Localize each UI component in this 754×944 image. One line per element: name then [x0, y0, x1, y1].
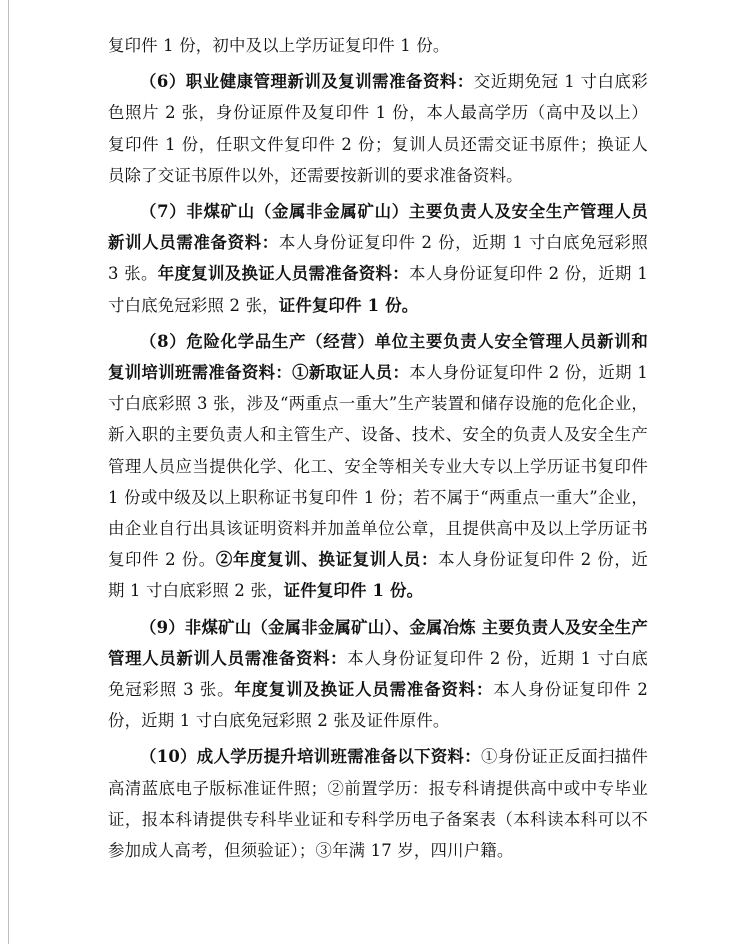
item-9-heading: （9）非煤矿山（金属非金属矿山）、金属冶炼 主要负责人及安全生产管理人员新训人员需准备资料： [108, 617, 648, 668]
item-8-heading: （8）危险化学品生产（经营）单位主要负责人安全管理人员新训和复训培训班需准备资料：①新取证人员： [108, 331, 648, 383]
text-run: 本人身份证复印件 2 份，近期 1 寸白底免冠彩照 2 张及证件原件。 [108, 680, 649, 731]
item-6-heading: （6）职业健康管理新训及复训需准备资料： [140, 72, 474, 92]
document-body [108, 30, 648, 866]
paragraph-item-9 [108, 612, 648, 737]
text-run: 本人身份证复印件 2 份，近期 1 寸白底免冠彩照 2 张， [108, 264, 648, 315]
item-10-heading: （10）成人学历提升培训班需准备以下资料： [140, 747, 481, 767]
text-run: ①身份证正反面扫描件高清蓝底电子版标准证件照；②前置学历：报专科请提供高中或中专毕业证，报本科请提供专科毕业证和专科学历电子备案表（本科读本科可以不参加成人高考，但须验证）；③年满 17 岁，四川户籍。 [108, 747, 648, 861]
paragraph-item-10 [108, 741, 648, 866]
bold-run: ②年度复训、换证复训人员： [215, 550, 439, 570]
text-run: 本人身份证复印件 2 份，近期 1 寸白底免冠彩照 3 张。 [108, 648, 648, 700]
text-run: 交近期免冠 1 寸白底彩色照片 2 张，身份证原件及复印件 1 份，本人最高学历（高中及以上）复印件 1 份，任职文件复印件 2 份；复训人员还需交证书原件；换证人员除了交证书原件以外，还需要按新训的要求准备资料。 [108, 72, 648, 185]
bold-run: 年度复训及换证人员需准备资料： [157, 264, 409, 284]
bold-run: 证件复印件 1 份。 [278, 295, 419, 315]
paragraph-continuation [108, 30, 648, 61]
text-run: 本人身份证复印件 2 份，近期 1 寸白底彩照 3 张，涉及“两重点一重大”生产装置和储存设施的危化企业，新入职的主要负责人和主管生产、设备、技术、安全的负责人及安全生产管理人员应当提供化学、化工、安全等相关专业大专以上学历证书复印件 1 份或中级及以上职称证书复印件 1 份；若不属于“两重点一重大”企业，由企业自行出具该证明资料并加盖单位公章，且提供高中及以上学历证书复印件 2 份。 [108, 363, 648, 570]
bold-run: 证件复印件 1 份。 [283, 581, 424, 601]
paragraph-item-6 [108, 66, 648, 191]
paragraph-item-8 [108, 326, 648, 607]
left-margin-rule [8, 0, 9, 944]
text-run: 复印件 1 份，初中及以上学历证复印件 1 份。 [108, 36, 450, 55]
text-run: 本人身份证复印件 2 份，近期 1 寸白底彩照 2 张， [108, 550, 649, 601]
paragraph-item-7 [108, 196, 648, 321]
item-7-heading: （7）非煤矿山（金属非金属矿山）主要负责人及安全生产管理人员新训人员需准备资料： [108, 202, 648, 253]
bold-run: 年度复训及换证人员需准备资料： [234, 680, 494, 700]
text-run: 本人身份证复印件 2 份，近期 1 寸白底免冠彩照 3 张。 [108, 233, 649, 284]
